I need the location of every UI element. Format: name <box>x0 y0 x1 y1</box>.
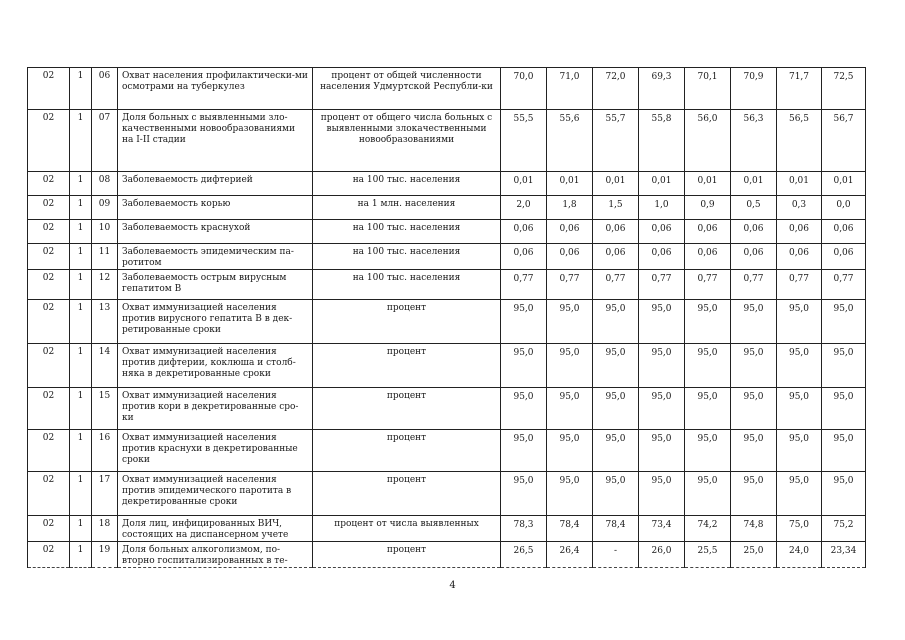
cell-value: 95,0 <box>501 344 547 388</box>
cell-value: 95,0 <box>777 430 822 472</box>
cell-value: 95,0 <box>822 300 866 344</box>
cell-value: 1,5 <box>593 196 639 220</box>
cell-code-1: 02 <box>28 110 70 172</box>
cell-code-3: 08 <box>92 172 118 196</box>
cell-code-2: 1 <box>70 244 92 270</box>
table-row <box>28 196 866 220</box>
cell-value: 95,0 <box>822 388 866 430</box>
cell-value: 95,0 <box>547 388 593 430</box>
cell-value: 0,77 <box>822 270 866 300</box>
cell-code-3: 13 <box>92 300 118 344</box>
cell-code-1: 02 <box>28 68 70 110</box>
cell-value: 0,0 <box>822 196 866 220</box>
cell-value: 0,06 <box>547 244 593 270</box>
cell-code-1: 02 <box>28 388 70 430</box>
cell-value: 95,0 <box>547 430 593 472</box>
cell-indicator-name: Заболеваемость дифтерией <box>118 172 313 196</box>
cell-value: 72,5 <box>822 68 866 110</box>
cell-value: 0,06 <box>685 220 731 244</box>
cell-value: 95,0 <box>593 472 639 516</box>
cell-value: 70,1 <box>685 68 731 110</box>
cell-value: 0,01 <box>547 172 593 196</box>
cell-value: 95,0 <box>777 300 822 344</box>
cell-unit: процент <box>313 430 501 472</box>
cell-value: 95,0 <box>639 472 685 516</box>
cell-code-3: 14 <box>92 344 118 388</box>
cell-code-3: 10 <box>92 220 118 244</box>
cell-code-3: 17 <box>92 472 118 516</box>
cell-value: 56,0 <box>685 110 731 172</box>
cell-value: 70,0 <box>501 68 547 110</box>
cell-indicator-name: Охват иммунизацией населения против кори в декретированные сро-ки <box>118 388 313 430</box>
cell-value: 95,0 <box>501 388 547 430</box>
cell-value: 0,77 <box>547 270 593 300</box>
cell-value: 0,77 <box>731 270 777 300</box>
cell-code-3: 12 <box>92 270 118 300</box>
cell-value: 78,4 <box>593 516 639 542</box>
cell-value: 95,0 <box>822 430 866 472</box>
cell-code-1: 02 <box>28 244 70 270</box>
cell-value: 0,77 <box>639 270 685 300</box>
cell-unit: процент <box>313 344 501 388</box>
page-number: 4 <box>449 580 456 591</box>
cell-value: 72,0 <box>593 68 639 110</box>
cell-code-2: 1 <box>70 344 92 388</box>
table-row <box>28 270 866 300</box>
cell-value: 55,8 <box>639 110 685 172</box>
cell-code-2: 1 <box>70 110 92 172</box>
cell-unit: процент <box>313 542 501 568</box>
cell-code-1: 02 <box>28 430 70 472</box>
cell-value: 0,77 <box>685 270 731 300</box>
cell-value: 75,2 <box>822 516 866 542</box>
cell-code-1: 02 <box>28 220 70 244</box>
cell-value: 78,3 <box>501 516 547 542</box>
cell-value: 74,8 <box>731 516 777 542</box>
cell-value: 95,0 <box>822 472 866 516</box>
cell-value: 0,3 <box>777 196 822 220</box>
cell-code-2: 1 <box>70 542 92 568</box>
cell-code-2: 1 <box>70 472 92 516</box>
cell-value: 26,4 <box>547 542 593 568</box>
cell-value: 2,0 <box>501 196 547 220</box>
cell-value: 95,0 <box>501 430 547 472</box>
cell-indicator-name: Заболеваемость эпидемическим па-ротитом <box>118 244 313 270</box>
cell-indicator-name: Охват иммунизацией населения против вирусного гепатита В в дек-ретированные сроки <box>118 300 313 344</box>
cell-unit: процент от общего числа больных с выявленными злокачественными новообразованиями <box>313 110 501 172</box>
table-row <box>28 220 866 244</box>
cell-value: 0,01 <box>501 172 547 196</box>
cell-value: 95,0 <box>593 388 639 430</box>
table-row <box>28 388 866 430</box>
cell-value: 95,0 <box>731 344 777 388</box>
cell-value: 26,0 <box>639 542 685 568</box>
cell-value: 24,0 <box>777 542 822 568</box>
cell-indicator-name: Охват иммунизацией населения против дифтерии, коклюша и столб-няка в декретированные сроки <box>118 344 313 388</box>
cell-unit: на 100 тыс. населения <box>313 220 501 244</box>
cell-value: 95,0 <box>777 344 822 388</box>
cell-indicator-name: Охват иммунизацией населения против эпидемического паротита в декретированные сроки <box>118 472 313 516</box>
cell-value: 0,06 <box>731 220 777 244</box>
cell-code-1: 02 <box>28 344 70 388</box>
cell-value: 95,0 <box>593 430 639 472</box>
cell-code-1: 02 <box>28 472 70 516</box>
cell-value: 95,0 <box>777 472 822 516</box>
cell-value: 0,01 <box>731 172 777 196</box>
cell-value: 0,77 <box>593 270 639 300</box>
cell-code-2: 1 <box>70 270 92 300</box>
cell-code-3: 16 <box>92 430 118 472</box>
cell-value: 0,06 <box>593 244 639 270</box>
cell-value: 0,06 <box>777 220 822 244</box>
cell-value: 71,7 <box>777 68 822 110</box>
cell-indicator-name: Охват иммунизацией населения против краснухи в декретированные сроки <box>118 430 313 472</box>
cell-value: 95,0 <box>639 344 685 388</box>
cell-indicator-name: Доля лиц, инфицированных ВИЧ, состоящих на диспансерном учете <box>118 516 313 542</box>
cell-value: 95,0 <box>501 472 547 516</box>
cell-value: 95,0 <box>731 430 777 472</box>
table-row <box>28 300 866 344</box>
table-row <box>28 430 866 472</box>
table-row <box>28 172 866 196</box>
cell-value: 1,8 <box>547 196 593 220</box>
table-row <box>28 244 866 270</box>
cell-value: 0,5 <box>731 196 777 220</box>
cell-value: 0,06 <box>639 220 685 244</box>
cell-value: 0,06 <box>685 244 731 270</box>
cell-value: 55,5 <box>501 110 547 172</box>
cell-value: 95,0 <box>547 472 593 516</box>
cell-unit: на 100 тыс. населения <box>313 244 501 270</box>
cell-value: 95,0 <box>685 472 731 516</box>
cell-value: 0,06 <box>822 244 866 270</box>
cell-code-3: 11 <box>92 244 118 270</box>
cell-value: 70,9 <box>731 68 777 110</box>
cell-value: 0,01 <box>822 172 866 196</box>
cell-value: 0,06 <box>501 220 547 244</box>
cell-value: 0,77 <box>777 270 822 300</box>
cell-value: 0,06 <box>547 220 593 244</box>
cell-unit: на 100 тыс. населения <box>313 270 501 300</box>
cell-value: 75,0 <box>777 516 822 542</box>
cell-value: 71,0 <box>547 68 593 110</box>
cell-value: 95,0 <box>639 388 685 430</box>
cell-unit: на 100 тыс. населения <box>313 172 501 196</box>
cell-indicator-name: Заболеваемость острым вирусным гепатитом В <box>118 270 313 300</box>
cell-value: 95,0 <box>731 300 777 344</box>
cell-code-3: 15 <box>92 388 118 430</box>
cell-value: 0,77 <box>501 270 547 300</box>
cell-value: 0,06 <box>777 244 822 270</box>
cell-indicator-name: Доля больных с выявленными зло-качественными новообразованиями на I-II стадии <box>118 110 313 172</box>
table-row <box>28 68 866 110</box>
table-row <box>28 344 866 388</box>
cell-unit: на 1 млн. населения <box>313 196 501 220</box>
cell-unit: процент <box>313 388 501 430</box>
cell-value: 95,0 <box>547 344 593 388</box>
cell-value: 23,34 <box>822 542 866 568</box>
cell-value: 0,9 <box>685 196 731 220</box>
cell-value: 0,06 <box>731 244 777 270</box>
table-row <box>28 516 866 542</box>
cell-value: 0,01 <box>777 172 822 196</box>
cell-value: 56,5 <box>777 110 822 172</box>
cell-indicator-name: Доля больных алкоголизмом, по-вторно госпитализированных в те- <box>118 542 313 568</box>
cell-value: 73,4 <box>639 516 685 542</box>
cell-code-1: 02 <box>28 542 70 568</box>
cell-value: 55,6 <box>547 110 593 172</box>
cell-value: 55,7 <box>593 110 639 172</box>
cell-value: 56,3 <box>731 110 777 172</box>
cell-value: 95,0 <box>685 388 731 430</box>
cell-value: 95,0 <box>731 472 777 516</box>
cell-code-1: 02 <box>28 270 70 300</box>
cell-value: - <box>593 542 639 568</box>
cell-code-2: 1 <box>70 300 92 344</box>
cell-code-1: 02 <box>28 196 70 220</box>
cell-code-1: 02 <box>28 516 70 542</box>
cell-value: 26,5 <box>501 542 547 568</box>
cell-value: 95,0 <box>685 300 731 344</box>
cell-code-1: 02 <box>28 300 70 344</box>
cell-unit: процент от числа выявленных <box>313 516 501 542</box>
cell-value: 74,2 <box>685 516 731 542</box>
cell-unit: процент от общей численности населения Удмуртской Республи-ки <box>313 68 501 110</box>
cell-value: 95,0 <box>685 430 731 472</box>
cell-value: 95,0 <box>685 344 731 388</box>
cell-unit: процент <box>313 472 501 516</box>
cell-value: 56,7 <box>822 110 866 172</box>
cell-code-1: 02 <box>28 172 70 196</box>
cell-indicator-name: Охват населения профилактически-ми осмотрами на туберкулез <box>118 68 313 110</box>
cell-code-2: 1 <box>70 430 92 472</box>
cell-code-2: 1 <box>70 220 92 244</box>
cell-value: 95,0 <box>593 300 639 344</box>
cell-value: 95,0 <box>731 388 777 430</box>
cell-value: 95,0 <box>639 430 685 472</box>
cell-code-3: 07 <box>92 110 118 172</box>
table-row <box>28 110 866 172</box>
cell-value: 0,01 <box>685 172 731 196</box>
table-row <box>28 472 866 516</box>
indicators-table <box>27 67 866 568</box>
cell-code-3: 06 <box>92 68 118 110</box>
cell-value: 0,06 <box>822 220 866 244</box>
table-body <box>28 68 866 568</box>
cell-value: 0,01 <box>593 172 639 196</box>
document-page <box>27 67 865 568</box>
cell-value: 95,0 <box>593 344 639 388</box>
table-row <box>28 542 866 568</box>
cell-code-2: 1 <box>70 68 92 110</box>
cell-unit: процент <box>313 300 501 344</box>
cell-code-3: 09 <box>92 196 118 220</box>
cell-value: 0,06 <box>593 220 639 244</box>
cell-code-3: 19 <box>92 542 118 568</box>
cell-code-2: 1 <box>70 388 92 430</box>
cell-code-2: 1 <box>70 196 92 220</box>
cell-value: 95,0 <box>547 300 593 344</box>
cell-value: 95,0 <box>822 344 866 388</box>
cell-code-2: 1 <box>70 516 92 542</box>
cell-value: 95,0 <box>639 300 685 344</box>
cell-code-2: 1 <box>70 172 92 196</box>
cell-value: 69,3 <box>639 68 685 110</box>
cell-value: 25,0 <box>731 542 777 568</box>
cell-value: 78,4 <box>547 516 593 542</box>
cell-value: 25,5 <box>685 542 731 568</box>
cell-value: 95,0 <box>777 388 822 430</box>
cell-value: 0,06 <box>501 244 547 270</box>
cell-code-3: 18 <box>92 516 118 542</box>
cell-indicator-name: Заболеваемость корью <box>118 196 313 220</box>
cell-value: 1,0 <box>639 196 685 220</box>
cell-value: 0,01 <box>639 172 685 196</box>
cell-indicator-name: Заболеваемость краснухой <box>118 220 313 244</box>
cell-value: 0,06 <box>639 244 685 270</box>
cell-value: 95,0 <box>501 300 547 344</box>
